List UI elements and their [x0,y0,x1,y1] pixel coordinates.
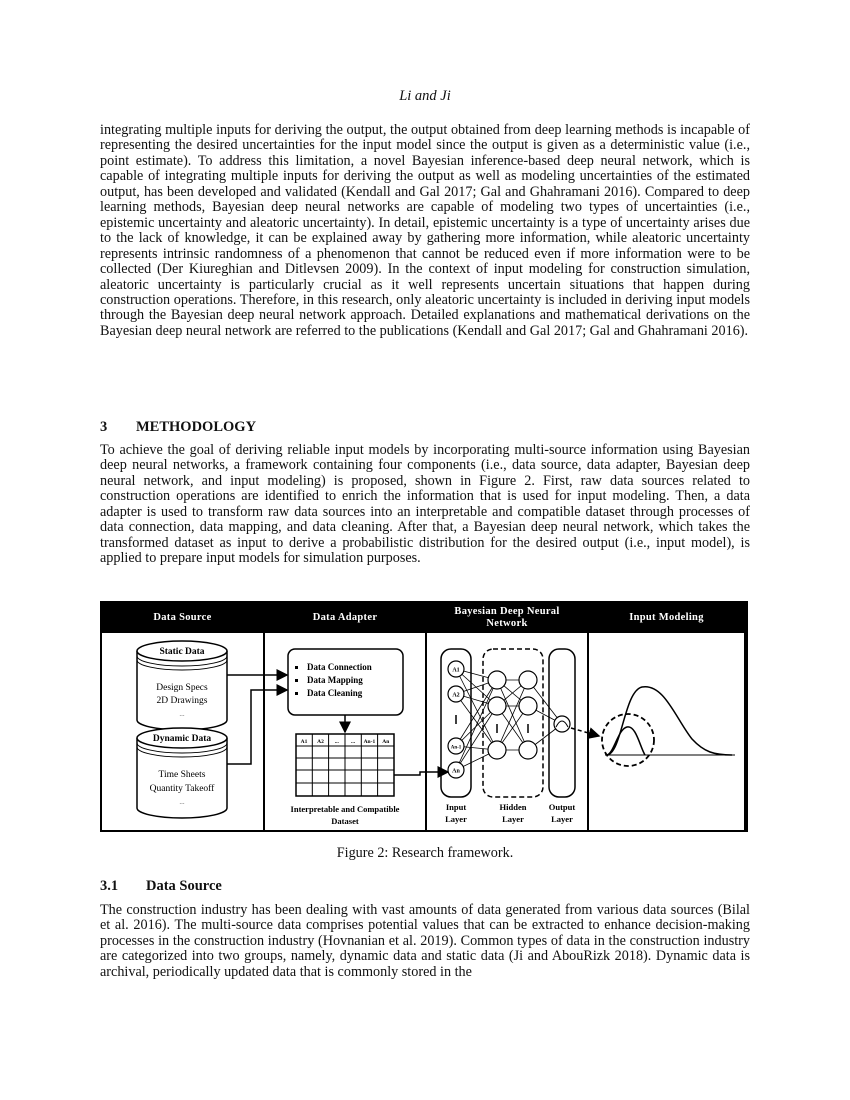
section-heading-methodology [100,419,256,436]
svg-text:An: An [452,768,460,775]
svg-text:Static Data: Static Data [159,647,205,657]
svg-text:A1: A1 [452,667,460,674]
dynamic-to-adapter-arrow [227,690,287,764]
column-header: Data Source [102,603,263,633]
svg-text:A2: A2 [317,739,324,745]
paragraph-intro: integrating multiple inputs for deriving the output, the output obtained from deep learning methods is incapable of representing the desired uncertainties for the input model since the output is given as a deterministic value (i.e., point estimate). To address this limitation, a novel Bayesian inference-based deep neural network, which is capable of integrating multiple inputs for deriving the output as well as modeling uncertainties of the estimated output, has been developed and validated (Kendall and Gal 2017; Gal and Ghahramani 2016). Compared to deep learning methods, Bayesian deep neural networks are capable of modeling two types of uncertainties (i.e., epistemic uncertainty and aleatoric uncertainty). In detail, epistemic uncertainty is a type of uncertainty arises due to the lack of knowledge, it can be explained away by gathering more information, while aleatoric uncertainty represents intrinsic randomness of a phenomenon that cannot be reduced even if more information were to be collected (Der Kiureghian and Ditlevsen 2009). In the context of input modeling for construction simulation, aleatoric uncertainty is particularly crucial as it well represents uncertain situations that happen during construction operations. Therefore, in this research, only aleatoric uncertainty is included in deriving input models through the Bayesian deep neural network approach. Detailed explanations and mathematical derivations on the Bayesian deep neural network are referred to the publications (Kendall and Gal 2017; Gal and Ghahramani 2016). [100,122,750,339]
research-framework-figure [100,601,748,832]
svg-text:Interpretable and Compatible: Interpretable and Compatible [290,804,400,814]
column-header: Input Modeling [589,603,744,633]
svg-text:A2: A2 [452,692,460,699]
section-heading-data-source [100,878,222,895]
svg-text:...: ... [334,739,339,745]
section-number: 3.1 [100,878,119,894]
page-header: Li and Ji [399,88,451,104]
svg-text:2D Drawings: 2D Drawings [156,696,208,706]
svg-text:A1: A1 [300,739,308,745]
svg-text:Output: Output [548,802,576,812]
svg-text:Dataset: Dataset [331,816,359,826]
svg-text:...: ... [179,710,185,718]
svg-text:Data Connection: Data Connection [307,662,372,672]
svg-text:Quantity Takeoff: Quantity Takeoff [149,784,215,794]
section-title: Data Source [146,878,222,894]
paragraph-data-source: The construction industry has been dealing with vast amounts of data generated from various data sources (Bilal et al. 2016). The multi-source data comprises potential values that can be extracted to enhance decision-making processes in the construction industry (Hovnanian et al. 2019). Common types of data in the construction industry are categorized into two groups, namely, dynamic data and static data (Ji and AbouRizk 2018). Dynamic data is archival, periodically updated data that is commonly stored in the [100,902,750,980]
svg-text:An-1: An-1 [450,745,462,751]
svg-text:An: An [382,739,390,745]
svg-text:Time Sheets: Time Sheets [158,770,206,780]
svg-text:Layer: Layer [445,814,467,824]
framework-diagram [102,603,746,830]
data-adapter-process-box [288,649,403,715]
svg-text:Input: Input [445,802,467,812]
section-title: METHODOLOGY [136,419,257,435]
svg-text:Data Cleaning: Data Cleaning [307,688,363,698]
dynamic-data-database-icon [137,728,227,818]
svg-text:An-1: An-1 [363,739,376,745]
section-number: 3 [100,419,108,435]
svg-text:Hidden: Hidden [499,802,527,812]
svg-text:Dynamic Data: Dynamic Data [152,734,212,744]
column-header: Data Adapter [265,603,425,633]
static-data-database-icon [137,641,227,730]
svg-text:Design Specs: Design Specs [156,683,208,693]
figure-caption: Figure 2: Research framework. [336,845,514,861]
svg-text:Layer: Layer [502,814,524,824]
dataset-to-network-arrow [394,772,448,775]
paragraph-methodology: To achieve the goal of deriving reliable input models by incorporating multi-source information using Bayesian deep neural networks, a framework containing four components (i.e., data source, data adapter, Bayesian deep neural network, and input modeling) is proposed, shown in Figure 2. First, raw data sources related to construction operations are identified to enrich the information that is used for input modeling. Then, a data adapter is used to transform raw data sources into an interpretable and compatible dataset through processes of data connection, data mapping, and data cleaning. After that, a Bayesian deep neural network, which takes the transformed dataset as input to derive a probabilistic distribution for the desired output (i.e., input model), is applied to prepare input models for simulation purposes. [100,442,750,567]
svg-text:...: ... [350,739,356,745]
neural-network-diagram [441,649,575,824]
svg-text:...: ... [179,798,185,806]
column-header: Bayesian Deep Neural Network [427,603,587,633]
probability-distribution-curve [602,687,735,766]
dataset-table-icon [291,734,400,826]
svg-text:Data Mapping: Data Mapping [307,675,363,685]
svg-text:Layer: Layer [551,814,573,824]
